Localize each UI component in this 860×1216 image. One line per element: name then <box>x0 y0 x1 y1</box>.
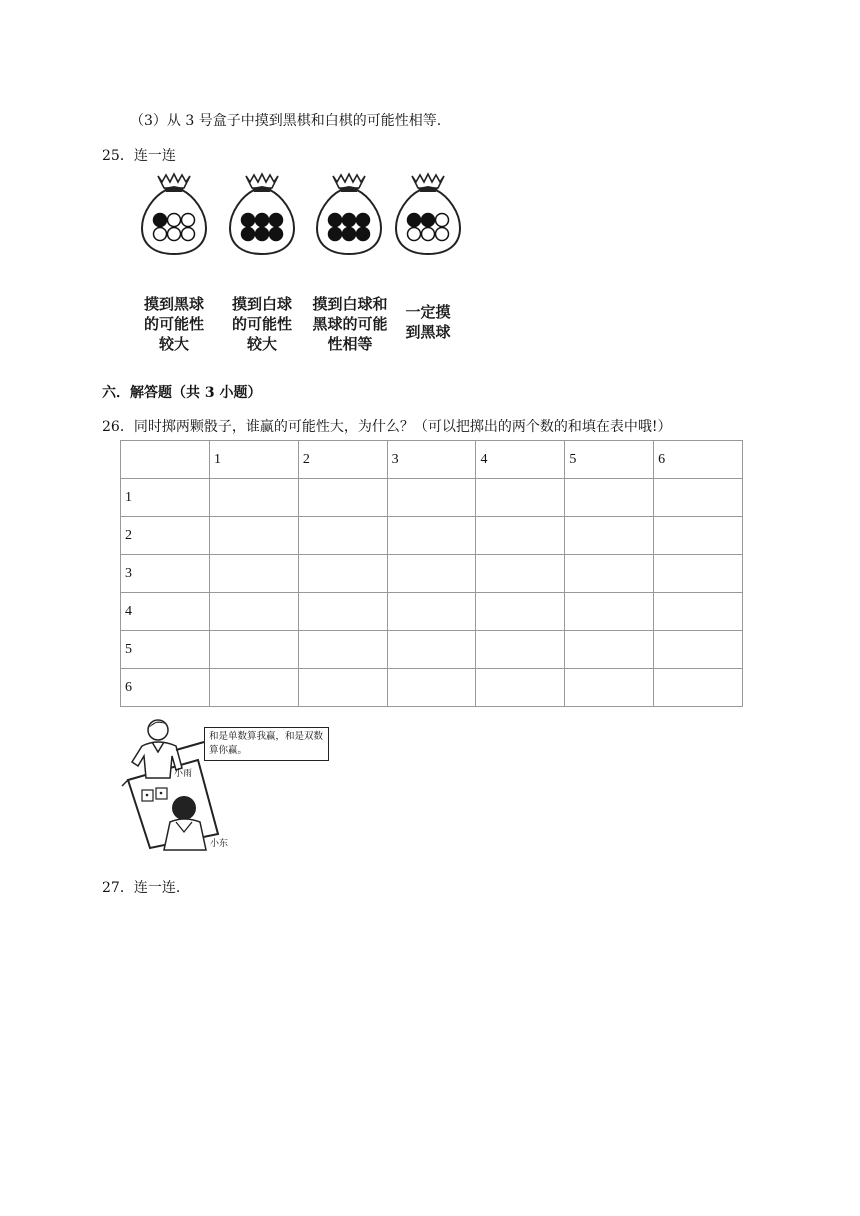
sum-cell[interactable] <box>654 593 743 631</box>
q27-heading <box>102 877 180 897</box>
section6-number: 六． <box>102 385 130 401</box>
black-ball <box>242 214 255 227</box>
sum-cell[interactable] <box>476 593 565 631</box>
black-ball <box>242 228 255 241</box>
sum-cell[interactable] <box>387 555 476 593</box>
row-header: 2 <box>121 517 210 555</box>
table-row <box>121 555 743 593</box>
black-ball <box>408 214 421 227</box>
black-ball <box>270 228 283 241</box>
table-header-row <box>121 441 743 479</box>
white-ball <box>436 214 449 227</box>
bag-icon <box>311 172 387 258</box>
white-ball <box>422 228 435 241</box>
white-ball <box>182 214 195 227</box>
sum-cell[interactable] <box>387 669 476 707</box>
kid-name-bottom: 小东 <box>210 839 229 849</box>
black-ball <box>329 214 342 227</box>
bag-label-4: 一定摸 到黑球 <box>405 303 451 341</box>
sum-cell[interactable] <box>387 631 476 669</box>
col-header: 6 <box>654 441 743 479</box>
white-ball <box>436 228 449 241</box>
q26-number: 26． <box>102 419 134 435</box>
sum-cell[interactable] <box>298 555 387 593</box>
row-header: 5 <box>121 631 210 669</box>
black-ball <box>357 214 370 227</box>
black-ball <box>343 228 356 241</box>
bag-2 <box>224 172 300 258</box>
col-header: 2 <box>298 441 387 479</box>
q26-text: 同时掷两颗骰子，谁赢的可能性大，为什么？（可以把掷出的两个数的和填在表中哦!） <box>133 419 672 435</box>
sum-cell[interactable] <box>387 479 476 517</box>
q27-text: 连一连. <box>133 880 181 896</box>
black-ball <box>329 228 342 241</box>
col-header: 1 <box>210 441 299 479</box>
col-header: 5 <box>565 441 654 479</box>
sum-cell[interactable] <box>210 555 299 593</box>
sum-cell[interactable] <box>210 631 299 669</box>
kid-name-top: 小雨 <box>174 769 193 779</box>
bag-icon <box>136 172 212 258</box>
sum-cell[interactable] <box>476 669 565 707</box>
sum-cell[interactable] <box>565 669 654 707</box>
sum-cell[interactable] <box>654 669 743 707</box>
sum-cell[interactable] <box>298 669 387 707</box>
black-ball <box>256 228 269 241</box>
bag-1 <box>136 172 212 258</box>
black-ball <box>270 214 283 227</box>
sum-cell[interactable] <box>565 631 654 669</box>
bag-label-3: 摸到白球和 黑球的可能 性相等 <box>312 295 388 353</box>
sum-cell[interactable] <box>387 517 476 555</box>
sum-cell[interactable] <box>210 669 299 707</box>
table-row <box>121 631 743 669</box>
table-row <box>121 669 743 707</box>
sum-cell[interactable] <box>298 593 387 631</box>
dice-sum-table <box>120 440 743 707</box>
bag-icon <box>390 172 466 258</box>
white-ball <box>182 228 195 241</box>
white-ball <box>168 214 181 227</box>
sum-cell[interactable] <box>565 479 654 517</box>
sum-cell[interactable] <box>298 479 387 517</box>
sum-cell[interactable] <box>476 631 565 669</box>
row-header: 6 <box>121 669 210 707</box>
white-ball <box>168 228 181 241</box>
sum-cell[interactable] <box>565 555 654 593</box>
q25-heading <box>102 145 176 165</box>
sum-cell[interactable] <box>387 593 476 631</box>
sum-cell[interactable] <box>654 479 743 517</box>
q24-part3-text: （3）从 3 号盒子中摸到黑棋和白棋的可能性相等. <box>130 113 442 129</box>
table-corner-cell <box>121 441 210 479</box>
sum-cell[interactable] <box>298 517 387 555</box>
dice-illustration <box>120 716 334 858</box>
section6-heading <box>102 382 262 402</box>
white-ball <box>408 228 421 241</box>
sum-cell[interactable] <box>476 555 565 593</box>
sum-cell[interactable] <box>476 479 565 517</box>
sum-cell[interactable] <box>476 517 565 555</box>
q25-number: 25． <box>102 148 134 164</box>
speech-bubble: 和是单数算我赢，和是双数算你赢。 <box>204 727 329 761</box>
black-ball <box>343 214 356 227</box>
table-row <box>121 593 743 631</box>
sum-cell[interactable] <box>654 517 743 555</box>
bags-figure <box>120 172 472 370</box>
section6-title: 解答题（共 3 小题） <box>130 385 262 401</box>
sum-cell[interactable] <box>210 517 299 555</box>
bag-label-2: 摸到白球 的可能性 较大 <box>231 295 292 353</box>
black-ball <box>256 214 269 227</box>
row-header: 1 <box>121 479 210 517</box>
bag-label-1: 摸到黑球 的可能性 较大 <box>143 295 204 353</box>
q25-title: 连一连 <box>133 148 176 164</box>
q26-question <box>102 416 671 436</box>
sum-cell[interactable] <box>210 479 299 517</box>
table-row <box>121 517 743 555</box>
q27-number: 27． <box>102 880 134 896</box>
sum-cell[interactable] <box>565 517 654 555</box>
white-ball <box>154 228 167 241</box>
table-row <box>121 479 743 517</box>
bag-icon <box>224 172 300 258</box>
black-ball <box>154 214 167 227</box>
sum-cell[interactable] <box>654 555 743 593</box>
sum-cell[interactable] <box>565 593 654 631</box>
black-ball <box>357 228 370 241</box>
sum-cell[interactable] <box>298 631 387 669</box>
col-header: 4 <box>476 441 565 479</box>
black-ball <box>422 214 435 227</box>
col-header: 3 <box>387 441 476 479</box>
bag-4 <box>390 172 466 258</box>
sum-cell[interactable] <box>654 631 743 669</box>
bag-3 <box>311 172 387 258</box>
row-header: 4 <box>121 593 210 631</box>
row-header: 3 <box>121 555 210 593</box>
sum-cell[interactable] <box>210 593 299 631</box>
